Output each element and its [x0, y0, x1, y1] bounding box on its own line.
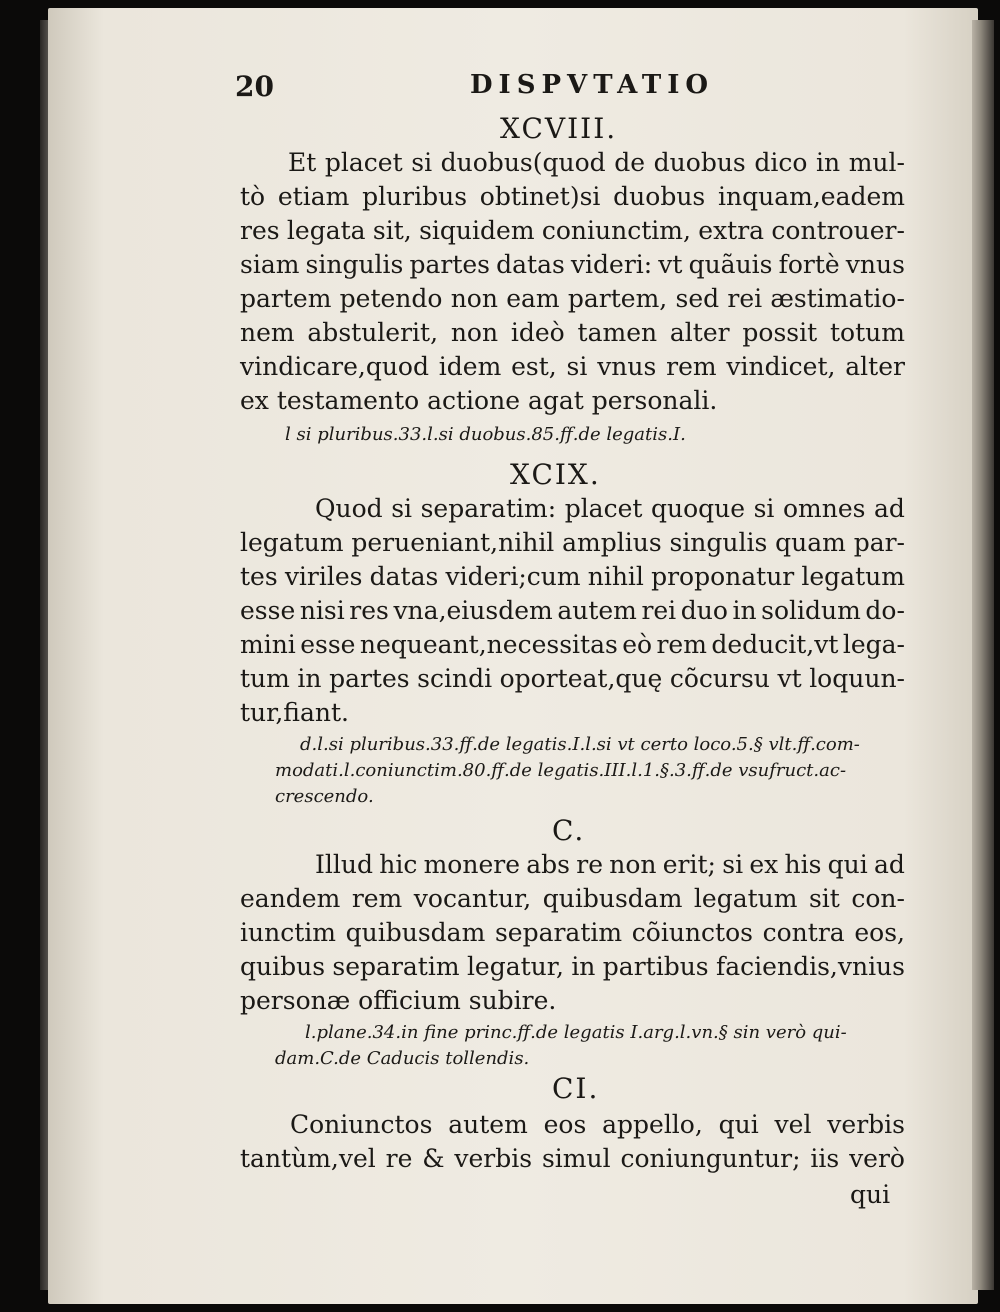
text-line: tur,fiant.	[240, 698, 349, 727]
text-line: quibus separatim legatur, in partibus faciendis,vnius	[240, 952, 905, 981]
text-line: partem petendo non eam partem, sed rei æstimatio-	[240, 284, 905, 313]
page-edge	[972, 20, 994, 1290]
text-line: vindicare,quod idem est, si vnus rem vindicet, alter	[240, 352, 905, 381]
text-line: tò etiam pluribus obtinet)si duobus inquam,eadem	[240, 182, 905, 211]
section-heading-xcix: XCIX.	[510, 458, 601, 491]
running-head: DISPVTATIO	[470, 70, 715, 100]
page-number: 20	[235, 70, 274, 103]
text-line: eandem rem vocantur, quibusdam legatum sit con-	[240, 884, 905, 913]
text-line: tum in partes scindi oporteat,quę cõcursu vt loquun-	[240, 664, 905, 693]
text-line: siam singulis partes datas videri: vt quãuis fortè vnus	[240, 250, 905, 279]
text-line: mini esse nequeant,necessitas eò rem deducit,vt lega-	[240, 630, 905, 659]
citation-line: dam.C.de Caducis tollendis.	[275, 1048, 530, 1069]
text-line: Quod si separatim: placet quoque si omnes ad	[315, 494, 905, 523]
text-line: Et placet si duobus(quod de duobus dico in mul-	[288, 148, 905, 177]
section-heading-xcviii: XCVIII.	[500, 112, 618, 145]
text-line: Illud hic monere abs re non erit; si ex his qui ad	[315, 850, 905, 879]
text-line: ex testamento actione agat personali.	[240, 386, 718, 415]
text-line: nem abstulerit, non ideò tamen alter possit totum	[240, 318, 905, 347]
text-line: tantùm,vel re & verbis simul coniunguntur; iis verò	[240, 1144, 905, 1173]
text-line: esse nisi res vna,eiusdem autem rei duo in solidum do-	[240, 596, 905, 625]
text-line: res legata sit, siquidem coniunctim, extra controuer-	[240, 216, 905, 245]
citation-line: crescendo.	[275, 786, 374, 807]
citation-line: d.l.si pluribus.33.ff.de legatis.I.l.si vt certo loco.5.§ vlt.ff.com-	[300, 734, 860, 755]
section-heading-c: C.	[552, 814, 586, 847]
citation-line: modati.l.coniunctim.80.ff.de legatis.III.l.1.§.3.ff.de vsufruct.ac-	[275, 760, 847, 781]
text-line: legatum perueniant,nihil amplius singulis quam par-	[240, 528, 905, 557]
section-heading-ci: CI.	[552, 1072, 600, 1105]
catchword: qui	[850, 1180, 891, 1209]
citation-line: l si pluribus.33.l.si duobus.85.ff.de legatis.I.	[285, 424, 686, 445]
text-line: personæ officium subire.	[240, 986, 557, 1015]
text-line: tes viriles datas videri;cum nihil proponatur legatum	[240, 562, 905, 591]
citation-line: l.plane.34.in fine princ.ff.de legatis I.arg.l.vn.§ sin verò qui-	[305, 1022, 847, 1043]
text-line: Coniunctos autem eos appello, qui vel verbis	[290, 1110, 905, 1139]
text-line: iunctim quibusdam separatim cõiunctos contra eos,	[240, 918, 905, 947]
